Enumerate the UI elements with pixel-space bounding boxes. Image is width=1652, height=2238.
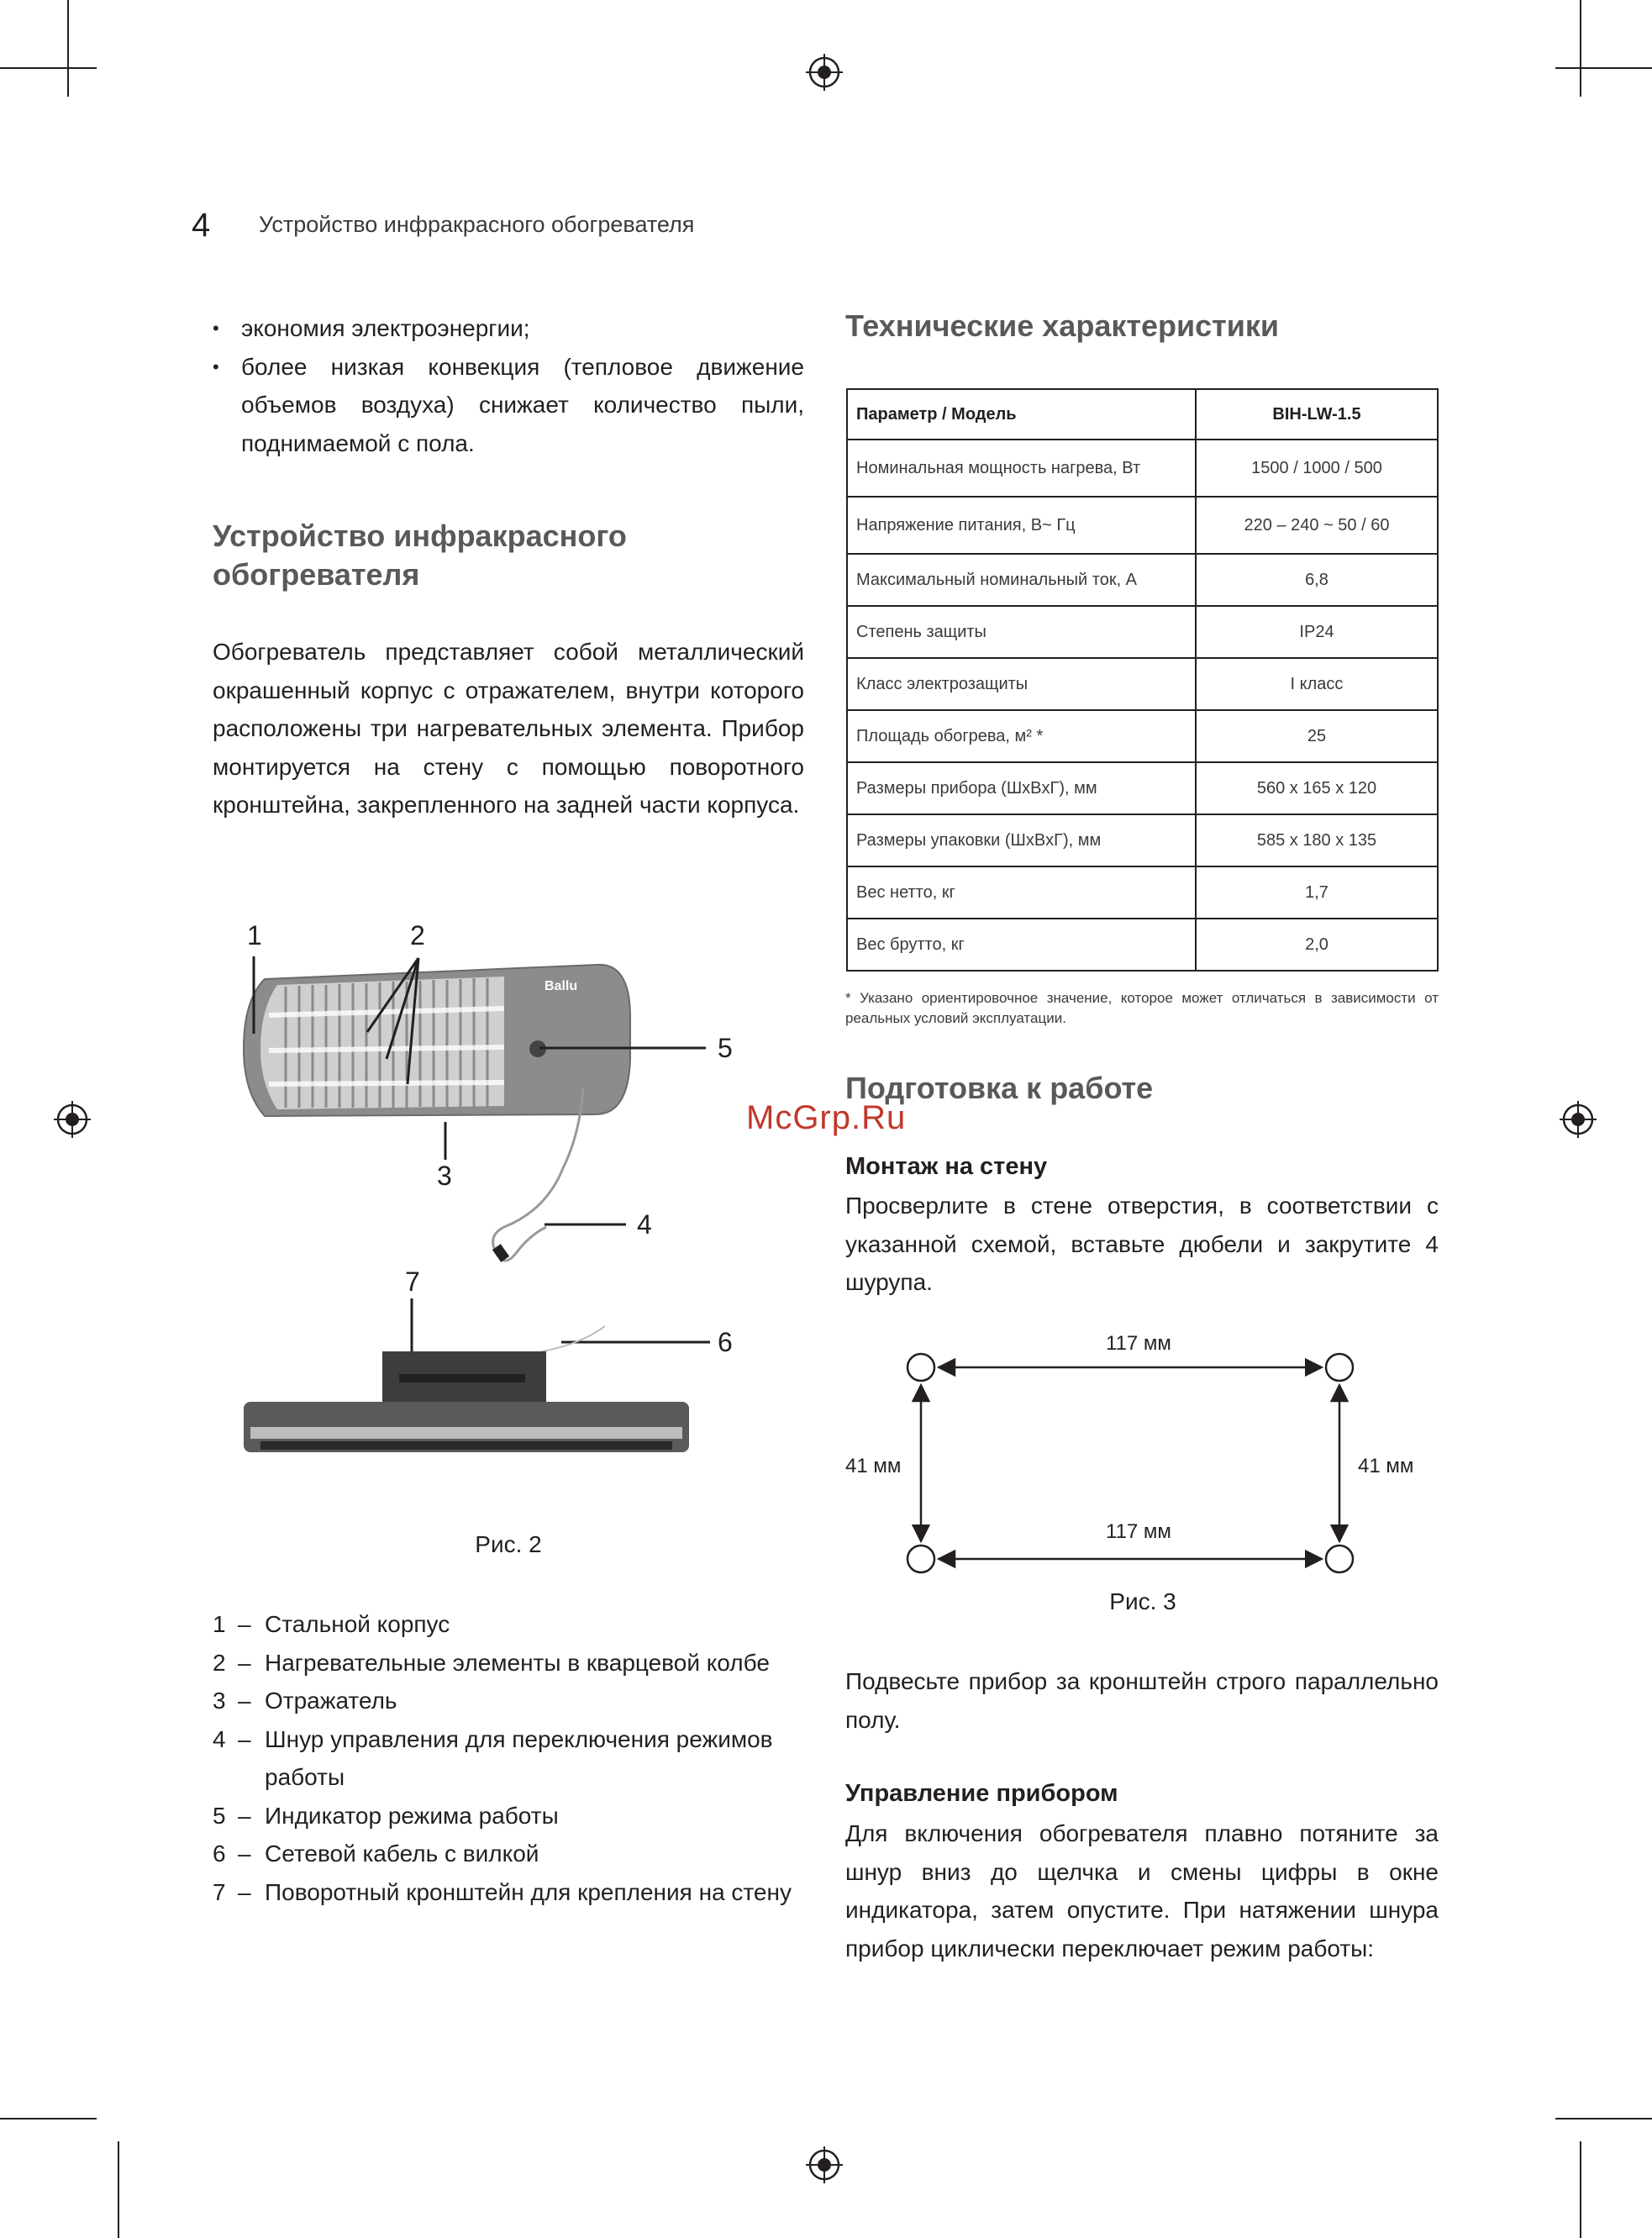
intro-bullet-list [213, 309, 804, 462]
list-item: • более низкая конвекция (тепловое движение объемов воздуха) снижает количество пыли, поднимаемой с пола. [213, 348, 804, 463]
table-cell: 1500 / 1000 / 500 [1196, 440, 1438, 497]
crop-mark [1555, 67, 1652, 69]
figure-heater-diagram [227, 916, 765, 1479]
callout-5: 5 [718, 1033, 733, 1063]
table-cell: Класс электрозащиты [847, 658, 1196, 710]
brand-logo: Ballu [545, 979, 578, 993]
registration-mark-icon [54, 1101, 91, 1138]
table-cell: Размеры прибора (ШxВxГ), мм [847, 762, 1196, 814]
dim-label-bottom: 117 мм [1106, 1520, 1171, 1543]
registration-mark-icon [806, 54, 843, 91]
preparation-heading: Подготовка к работе [845, 1071, 1154, 1105]
table-cell: IP24 [1196, 606, 1438, 658]
crop-mark [67, 0, 69, 97]
list-item: 6 – Сетевой кабель с вилкой [213, 1840, 539, 1867]
list-item: 4 – Шнур управления для переключения режимов работы [213, 1725, 773, 1790]
registration-mark-icon [1560, 1101, 1597, 1138]
specs-heading: Технические характеристики [845, 308, 1280, 343]
table-header-row [847, 389, 1438, 440]
device-section-heading: Устройство инфракрасного обогревателя [213, 519, 627, 592]
callout-4: 4 [637, 1209, 652, 1240]
mounting-hole [1326, 1546, 1353, 1572]
list-item: 2 – Нагревательные элементы в кварцевой колбе [213, 1649, 770, 1676]
table-cell: Степень защиты [847, 606, 1196, 658]
crop-mark [1555, 2118, 1652, 2120]
table-row [847, 919, 1438, 971]
specs-table [846, 388, 1439, 972]
table-cell: 2,0 [1196, 919, 1438, 971]
list-item: 1 – Стальной корпус [213, 1611, 450, 1637]
device-description: Обогреватель представляет собой металлический окрашенный корпус с отражателем, внутри которого расположены три нагревательных элемента. Прибор монтируется на стену с помощью поворотного кронштейна, закрепленного на задней части корпуса. [213, 639, 804, 818]
figure-mount-scheme [837, 1321, 1442, 1598]
callout-2: 2 [410, 920, 425, 950]
table-row [847, 606, 1438, 658]
table-cell: BIH-LW-1.5 [1196, 389, 1438, 440]
table-cell: Площадь обогрева, м² * [847, 710, 1196, 762]
figure3-caption: Рис. 3 [1109, 1588, 1176, 1614]
mount-heading: Монтаж на стену [845, 1153, 1048, 1180]
control-heading: Управление прибором [845, 1780, 1118, 1807]
callout-1: 1 [247, 920, 262, 950]
table-cell: Параметр / Модель [847, 389, 1196, 440]
page-number: 4 [192, 207, 211, 244]
hang-text: Подвесьте прибор за кронштейн строго параллельно полу. [845, 1668, 1439, 1733]
table-row [847, 866, 1438, 919]
list-item: • экономия электроэнергии; [213, 309, 804, 348]
dim-label-left: 41 мм [845, 1455, 902, 1477]
table-cell: 560 x 165 x 120 [1196, 762, 1438, 814]
crop-mark [1580, 0, 1581, 97]
running-title: Устройство инфракрасного обогревателя [259, 212, 695, 237]
figure2-caption: Рис. 2 [475, 1531, 542, 1557]
crop-mark [1580, 2141, 1581, 2238]
table-cell: Максимальный номинальный ток, А [847, 554, 1196, 606]
table-cell: I класс [1196, 658, 1438, 710]
table-cell: Вес брутто, кг [847, 919, 1196, 971]
crop-mark [0, 67, 97, 69]
table-row [847, 497, 1438, 554]
table-row [847, 710, 1438, 762]
mount-text: Просверлите в стене отверстия, в соответствии с указанной схемой, вставьте дюбели и закрутите 4 шурупа. [845, 1193, 1439, 1295]
table-cell: 6,8 [1196, 554, 1438, 606]
list-item: 7 – Поворотный кронштейн для крепления на стену [213, 1878, 792, 1905]
crop-mark [0, 2118, 97, 2120]
specs-footnote: * Указано ориентировочное значение, которое может отличаться в зависимости от реальных условий эксплуатации. [845, 990, 1439, 1026]
table-row [847, 762, 1438, 814]
dim-label-top: 117 мм [1106, 1332, 1171, 1355]
callout-6: 6 [718, 1327, 733, 1357]
table-row [847, 554, 1438, 606]
list-item: 5 – Индикатор режима работы [213, 1802, 559, 1829]
table-row [847, 658, 1438, 710]
callout-3: 3 [437, 1161, 452, 1191]
mounting-hole [1326, 1354, 1353, 1381]
crop-mark [118, 2141, 119, 2238]
dim-label-right: 41 мм [1358, 1455, 1414, 1477]
table-cell: Номинальная мощность нагрева, Вт [847, 440, 1196, 497]
parts-list [213, 1605, 818, 1911]
mounting-hole [908, 1354, 934, 1381]
list-item: 3 – Отражатель [213, 1688, 397, 1714]
table-cell: 1,7 [1196, 866, 1438, 919]
table-cell: Размеры упаковки (ШxВxГ), мм [847, 814, 1196, 866]
table-cell: Вес нетто, кг [847, 866, 1196, 919]
table-cell: 585 x 180 x 135 [1196, 814, 1438, 866]
registration-mark-icon [806, 2146, 843, 2183]
control-text: Для включения обогревателя плавно потяните за шнур вниз до щелчка и смены цифры в окне индикатора, затем опустите. При натяжении шнура прибор циклически переключает режим работы: [845, 1820, 1439, 1962]
table-row [847, 440, 1438, 497]
mounting-hole [908, 1546, 934, 1572]
table-cell: 220 – 240 ~ 50 / 60 [1196, 497, 1438, 554]
table-cell: 25 [1196, 710, 1438, 762]
watermark: McGrp.Ru [746, 1099, 907, 1136]
table-row [847, 814, 1438, 866]
callout-7: 7 [405, 1266, 420, 1297]
table-cell: Напряжение питания, В~ Гц [847, 497, 1196, 554]
